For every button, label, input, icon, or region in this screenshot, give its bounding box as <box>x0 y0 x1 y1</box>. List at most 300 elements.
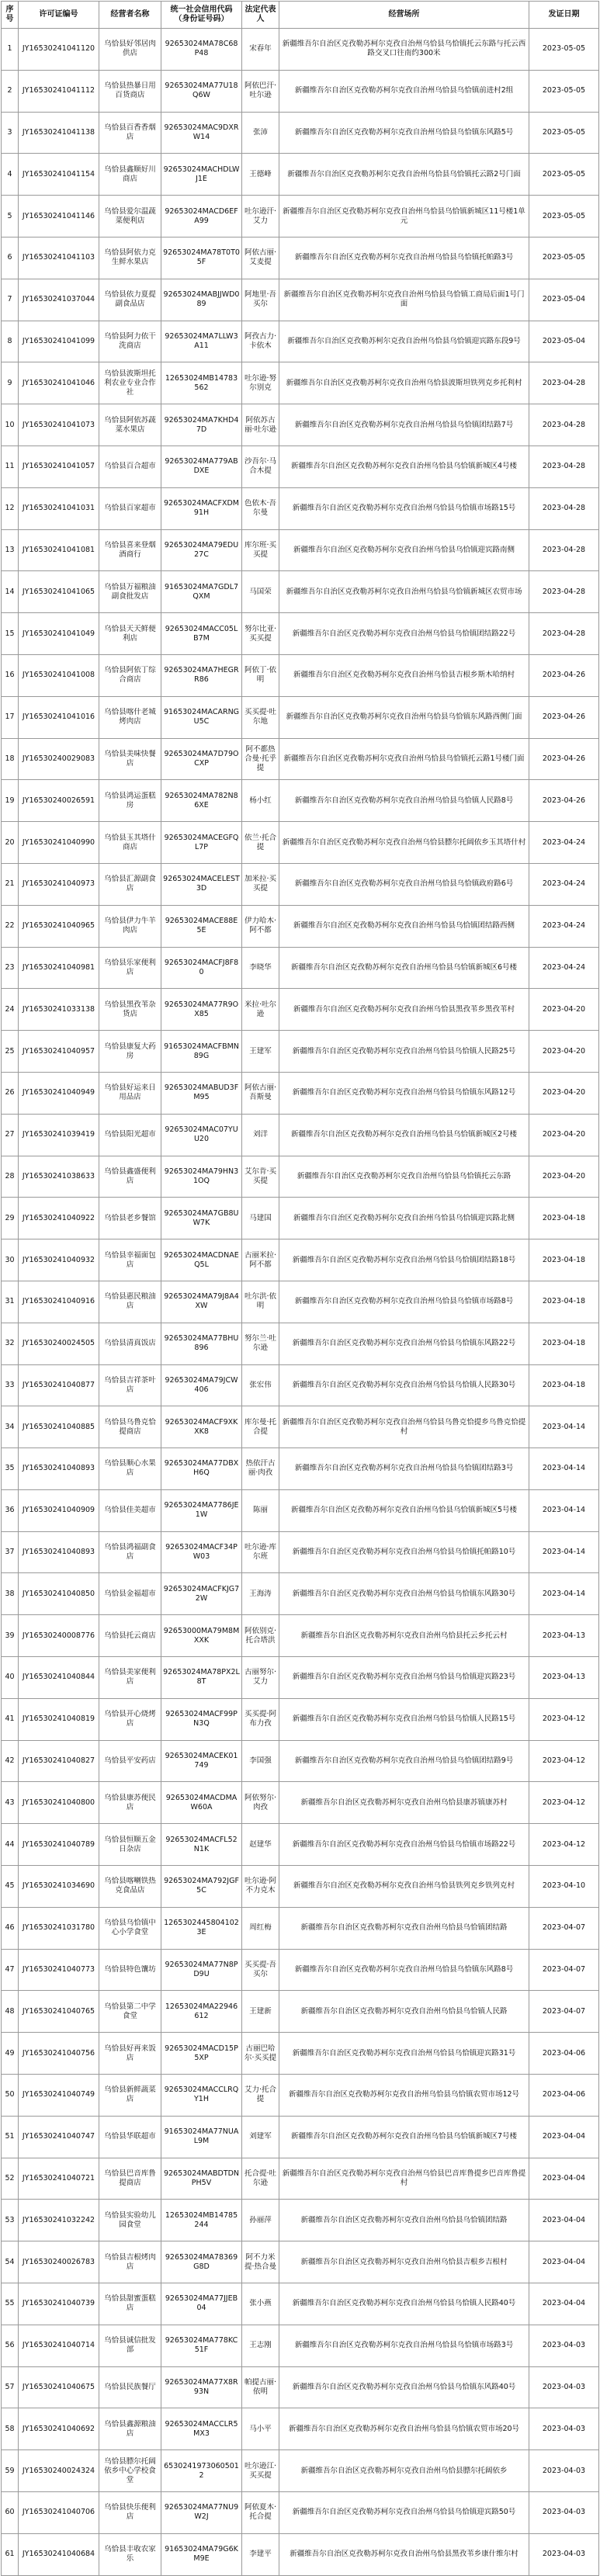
cell-issue-date-text: 2023-04-28 <box>542 462 586 471</box>
cell-business-address-text: 新疆维吾尔自治区克孜勒苏柯尔克孜自治州乌恰县乌恰镇新城区2号楼 <box>290 1130 518 1139</box>
cell-issue-date-text: 2023-04-24 <box>542 962 586 972</box>
cell-legal-representative-text: 王建新 <box>249 2006 272 2016</box>
cell-legal-representative <box>242 446 279 487</box>
cell-operator-name-text: 乌恰县丰收农家乐 <box>104 2545 156 2564</box>
cell-credit-code <box>161 1991 242 2033</box>
cell-business-address-text: 新疆维吾尔自治区克孜勒苏柯尔克孜自治州乌恰县乌恰镇新城区4号楼 <box>290 462 518 471</box>
cell-legal-representative-text: 古丽努尔·艾力 <box>244 1668 277 1687</box>
table-row <box>2 446 599 487</box>
cell-legal-representative-text: 阿依古丽·吾斯曼 <box>244 1083 277 1102</box>
cell-seq <box>2 905 19 947</box>
table-row <box>2 1782 599 1824</box>
cell-operator-name <box>99 2075 161 2117</box>
cell-credit-code-text: 92653024MA79EDU27C <box>164 540 239 559</box>
cell-business-address-text: 新疆维吾尔自治区克孜勒苏柯尔克孜自治州乌恰县乌恰镇市场路15号 <box>292 504 516 513</box>
cell-operator-name <box>99 696 161 738</box>
cell-license-number <box>19 1072 99 1114</box>
cell-seq <box>2 237 19 279</box>
table-row <box>2 196 599 237</box>
cell-legal-representative <box>242 1031 279 1073</box>
cell-legal-representative-text: 阿依丁·依明 <box>244 666 277 685</box>
cell-seq <box>2 70 19 112</box>
cell-business-address <box>279 738 529 780</box>
cell-business-address <box>279 2283 529 2325</box>
cell-business-address-text: 新疆维吾尔自治区克孜勒苏柯尔克孜自治州乌恰县乌鲁克恰提乡乌鲁克恰提村 <box>282 1417 526 1436</box>
cell-issue-date <box>529 2116 599 2158</box>
cell-credit-code <box>161 863 242 905</box>
cell-business-address <box>279 1866 529 1908</box>
cell-seq-text: 33 <box>5 1380 15 1389</box>
table-row <box>2 1489 599 1531</box>
cell-business-address <box>279 1323 529 1364</box>
table-row <box>2 780 599 822</box>
cell-operator-name-text: 乌恰县阳光超市 <box>104 1130 156 1139</box>
cell-seq-text: 39 <box>5 1631 15 1640</box>
cell-legal-representative <box>242 237 279 279</box>
cell-seq-text: 57 <box>5 2383 15 2392</box>
cell-seq <box>2 1406 19 1448</box>
cell-business-address <box>279 1031 529 1073</box>
cell-license-number-text: JY16530241033138 <box>22 1004 95 1014</box>
table-row <box>2 613 599 655</box>
cell-operator-name-text: 乌恰县好再来饭店 <box>104 2044 156 2062</box>
cell-credit-code <box>161 487 242 529</box>
cell-business-address-text: 新疆维吾尔自治区克孜勒苏柯尔克孜自治州乌恰县乌恰镇农贸市场20号 <box>288 2424 520 2433</box>
cell-license-number <box>19 1991 99 2033</box>
cell-issue-date-text: 2023-04-03 <box>542 2466 586 2475</box>
cell-credit-code-text: 92653024MA7786JE1W <box>164 1501 239 1520</box>
cell-legal-representative-text: 刘建军 <box>249 2132 272 2141</box>
cell-issue-date-text: 2023-04-28 <box>542 545 586 554</box>
cell-seq-text: 50 <box>5 2090 15 2099</box>
cell-operator-name-text: 乌恰县第二中学食堂 <box>104 2002 156 2020</box>
cell-issue-date <box>529 1364 599 1406</box>
cell-license-number-text: JY16530241041065 <box>22 587 95 596</box>
cell-legal-representative <box>242 1072 279 1114</box>
cell-credit-code <box>161 404 242 446</box>
cell-legal-representative-text: 买买提·吐尔地 <box>244 708 277 726</box>
cell-operator-name-text: 乌恰县诚信批发部 <box>104 2336 156 2355</box>
cell-license-number <box>19 654 99 696</box>
cell-license-number <box>19 2241 99 2283</box>
cell-credit-code <box>161 1740 242 1782</box>
cell-license-number-text: JY16530241040990 <box>22 837 95 847</box>
cell-issue-date <box>529 654 599 696</box>
cell-business-address-text: 新疆维吾尔自治区克孜勒苏柯尔克孜自治州乌恰县乌恰镇团结路22号 <box>292 629 516 638</box>
cell-operator-name-text: 乌恰县膘尔托阔依乡中心学校食堂 <box>104 2456 156 2484</box>
cell-business-address <box>279 2408 529 2450</box>
cell-seq-text: 44 <box>5 1839 15 1849</box>
cell-legal-representative-text: 吐尔逊·阿不力克木 <box>244 1877 277 1895</box>
cell-credit-code <box>161 696 242 738</box>
cell-seq <box>2 1698 19 1740</box>
cell-credit-code <box>161 1657 242 1699</box>
cell-seq <box>2 2200 19 2241</box>
cell-legal-representative-text: 阿依夏木·托合提 <box>244 2503 277 2522</box>
cell-legal-representative-text: 赵建华 <box>249 1839 272 1849</box>
cell-operator-name-text: 乌恰县汇源副食店 <box>104 875 156 893</box>
cell-operator-name-text: 乌恰县鑫盛便利店 <box>104 1167 156 1185</box>
cell-issue-date <box>529 196 599 237</box>
cell-legal-representative-text: 色依木·吾尔曼 <box>244 499 277 518</box>
cell-license-number-text: JY16530241040789 <box>22 1839 95 1849</box>
cell-issue-date <box>529 1907 599 1949</box>
cell-license-number <box>19 822 99 864</box>
cell-credit-code-text: 92653024MABDTDNPH5V <box>163 2169 240 2188</box>
cell-legal-representative-text: 李国强 <box>249 1756 272 1766</box>
cell-business-address <box>279 1740 529 1782</box>
cell-operator-name <box>99 1615 161 1657</box>
cell-issue-date-text: 2023-05-04 <box>542 295 586 304</box>
table-row <box>2 112 599 154</box>
cell-business-address <box>279 2450 529 2492</box>
cell-license-number <box>19 2492 99 2534</box>
cell-business-address <box>279 70 529 112</box>
cell-credit-code <box>161 822 242 864</box>
cell-seq <box>2 196 19 237</box>
table-body <box>2 29 599 2576</box>
cell-license-number <box>19 2200 99 2241</box>
cell-license-number <box>19 1114 99 1156</box>
cell-license-number <box>19 571 99 613</box>
cell-issue-date-text: 2023-04-14 <box>542 1464 586 1473</box>
cell-legal-representative-text: 加米拉·买买提 <box>244 875 277 893</box>
cell-issue-date-text: 2023-05-04 <box>542 336 586 345</box>
cell-issue-date <box>529 1657 599 1699</box>
cell-seq-text: 8 <box>7 336 12 345</box>
cell-credit-code <box>161 989 242 1031</box>
cell-issue-date-text: 2023-04-18 <box>542 1255 586 1264</box>
cell-issue-date <box>529 2158 599 2200</box>
cell-legal-representative <box>242 70 279 112</box>
cell-legal-representative-text: 帕提古丽·依明 <box>244 2378 277 2397</box>
cell-business-address <box>279 154 529 196</box>
cell-seq <box>2 2533 19 2575</box>
cell-operator-name <box>99 738 161 780</box>
cell-business-address-text: 新疆维吾尔自治区克孜勒苏柯尔克孜自治州乌恰县巴音库鲁提乡巴音库鲁提村 <box>282 2169 526 2188</box>
cell-operator-name <box>99 1198 161 1239</box>
cell-business-address <box>279 1156 529 1198</box>
cell-business-address-text: 新疆维吾尔自治区克孜勒苏柯尔克孜自治州乌恰县乌恰镇迎宾路50号 <box>292 2508 516 2517</box>
cell-issue-date-text: 2023-04-13 <box>542 1673 586 1682</box>
cell-seq <box>2 1907 19 1949</box>
cell-license-number <box>19 446 99 487</box>
cell-issue-date-text: 2023-04-28 <box>542 378 586 387</box>
cell-credit-code-text: 92653024MACCLR5MX3 <box>165 2419 238 2438</box>
cell-business-address-text: 新疆维吾尔自治区克孜勒苏柯尔克孜自治州乌恰县乌恰镇团结路9号 <box>294 1756 514 1766</box>
cell-seq <box>2 1949 19 1991</box>
cell-operator-name <box>99 2533 161 2575</box>
cell-credit-code <box>161 1615 242 1657</box>
cell-seq <box>2 738 19 780</box>
table-row <box>2 1239 599 1281</box>
cell-credit-code <box>161 1072 242 1114</box>
cell-license-number <box>19 989 99 1031</box>
cell-operator-name-text: 乌恰县康苏便民店 <box>104 1793 156 1812</box>
cell-credit-code <box>161 1698 242 1740</box>
cell-seq-text: 13 <box>5 545 15 554</box>
cell-issue-date <box>529 237 599 279</box>
table-row <box>2 237 599 279</box>
cell-operator-name-text: 乌恰县吉根烤肉店 <box>104 2252 156 2271</box>
cell-operator-name <box>99 1406 161 1448</box>
cell-business-address-text: 新疆维吾尔自治区克孜勒苏柯尔克孜自治州乌恰县乌恰镇东风路西侧门面 <box>286 712 522 722</box>
cell-credit-code <box>161 2116 242 2158</box>
cell-business-address <box>279 1364 529 1406</box>
cell-operator-name <box>99 196 161 237</box>
cell-operator-name <box>99 1156 161 1198</box>
cell-issue-date <box>529 2366 599 2408</box>
table-row <box>2 2200 599 2241</box>
cell-operator-name-text: 乌恰县顺心水果店 <box>104 1459 156 1478</box>
cell-business-address-text: 新疆维吾尔自治区克孜勒苏柯尔克孜自治州乌恰县黑孜苇乡康什维尔村 <box>290 2550 518 2559</box>
cell-business-address-text: 新疆维吾尔自治区克孜勒苏柯尔克孜自治州乌恰县乌恰镇人民路30号 <box>292 1380 516 1389</box>
cell-seq-text: 58 <box>5 2424 15 2433</box>
cell-issue-date-text: 2023-04-07 <box>542 1923 586 1933</box>
cell-credit-code <box>161 362 242 404</box>
cell-business-address <box>279 1448 529 1490</box>
cell-seq-text: 5 <box>7 211 12 220</box>
cell-license-number <box>19 2408 99 2450</box>
cell-issue-date <box>529 1031 599 1073</box>
cell-legal-representative <box>242 321 279 362</box>
cell-credit-code <box>161 446 242 487</box>
cell-operator-name <box>99 2492 161 2534</box>
table-header-row <box>2 2 599 29</box>
cell-business-address <box>279 2241 529 2283</box>
table-row <box>2 1323 599 1364</box>
cell-issue-date <box>529 696 599 738</box>
cell-credit-code-text: 92653024MACFJ8F80 <box>164 958 239 976</box>
cell-issue-date-text: 2023-04-14 <box>542 1548 586 1557</box>
cell-operator-name-text: 乌恰县阿依力克生鲜水果店 <box>104 248 156 267</box>
cell-seq-text: 3 <box>7 127 12 137</box>
cell-legal-representative <box>242 989 279 1031</box>
cell-legal-representative-text: 吐尔逊汗·艾力 <box>244 206 277 225</box>
cell-operator-name <box>99 529 161 571</box>
cell-credit-code <box>161 529 242 571</box>
cell-operator-name-text: 乌恰县鑫源粮油店 <box>104 2419 156 2438</box>
cell-legal-representative-text: 孙丽萍 <box>249 2215 272 2224</box>
cell-credit-code-text: 91653024MA79G6KM9E <box>165 2545 238 2564</box>
cell-credit-code <box>161 1406 242 1448</box>
cell-credit-code <box>161 1031 242 1073</box>
cell-operator-name <box>99 2033 161 2075</box>
cell-license-number-text: JY16530241040916 <box>22 1297 95 1306</box>
cell-legal-representative-text: 吐尔逊江·买买提 <box>244 2461 277 2480</box>
cell-business-address-text: 新疆维吾尔自治区克孜勒苏柯尔克孜自治州乌恰县乌恰镇人民路8号 <box>294 796 514 805</box>
table-row <box>2 2158 599 2200</box>
cell-business-address <box>279 404 529 446</box>
cell-seq <box>2 1991 19 2033</box>
cell-license-number-text: JY16530241040949 <box>22 1088 95 1097</box>
cell-business-address <box>279 2492 529 2534</box>
cell-credit-code-text: 92653024MA77BHU896 <box>164 1334 239 1353</box>
cell-credit-code-text: 92653024MACD6EFA99 <box>165 206 238 225</box>
table-row <box>2 1156 599 1198</box>
cell-operator-name-text: 乌恰县百家超市 <box>104 504 156 513</box>
cell-credit-code-text: 92653024MACHDLWJ1E <box>163 165 240 183</box>
cell-seq <box>2 2450 19 2492</box>
cell-license-number <box>19 2450 99 2492</box>
cell-legal-representative <box>242 2408 279 2450</box>
cell-legal-representative <box>242 1281 279 1323</box>
cell-legal-representative-text: 艾力·托合提 <box>244 2085 277 2104</box>
cell-legal-representative <box>242 947 279 989</box>
cell-seq <box>2 947 19 989</box>
cell-business-address-text: 新疆维吾尔自治区克孜勒苏柯尔克孜自治州乌恰县吉根乡斯木哈纳村 <box>293 671 515 680</box>
cell-operator-name-text: 乌恰县阿力依干洗商店 <box>104 331 156 350</box>
cell-credit-code-text: 92653024MACEGFQL7P <box>164 833 239 851</box>
cell-license-number-text: JY16530241041154 <box>22 169 95 179</box>
cell-business-address <box>279 321 529 362</box>
table-row <box>2 1406 599 1448</box>
cell-legal-representative <box>242 1323 279 1364</box>
cell-license-number-text: JY16530241041073 <box>22 420 95 429</box>
cell-license-number-text: JY16530240026783 <box>22 2257 95 2266</box>
cell-issue-date <box>529 2283 599 2325</box>
cell-license-number-text: JY16530241041081 <box>22 545 95 554</box>
cell-issue-date-text: 2023-04-28 <box>542 504 586 513</box>
cell-business-address-text: 新疆维吾尔自治区克孜勒苏柯尔克孜自治州乌恰县乌恰镇市场路3号 <box>294 2341 514 2350</box>
cell-legal-representative <box>242 780 279 822</box>
cell-operator-name <box>99 822 161 864</box>
cell-issue-date-text: 2023-04-06 <box>542 2090 586 2099</box>
cell-business-address <box>279 1239 529 1281</box>
cell-license-number-text: JY16530241040827 <box>22 1756 95 1766</box>
table-row <box>2 487 599 529</box>
cell-operator-name-text: 乌恰县民族餐厅 <box>104 2383 156 2392</box>
table-row <box>2 1657 599 1699</box>
cell-legal-representative-text: 阿不都热合曼·托乎提 <box>244 744 277 772</box>
cell-license-number <box>19 362 99 404</box>
cell-business-address-text: 新疆维吾尔自治区克孜勒苏柯尔克孜自治州乌恰县乌恰镇托云路1号楼门面 <box>283 754 525 763</box>
cell-credit-code-text: 92653024MA77N8PD9U <box>165 1961 238 1979</box>
cell-business-address-text: 新疆维吾尔自治区克孜勒苏柯尔克孜自治州乌恰县乌恰镇东风路22号 <box>292 1339 516 1348</box>
cell-license-number <box>19 2116 99 2158</box>
cell-operator-name <box>99 1448 161 1490</box>
cell-license-number <box>19 1782 99 1824</box>
cell-seq <box>2 822 19 864</box>
cell-legal-representative <box>242 1991 279 2033</box>
cell-business-address-text: 新疆维吾尔自治区克孜勒苏柯尔克孜自治州乌恰县乌恰镇团结路西侧 <box>293 921 515 931</box>
cell-seq <box>2 1198 19 1239</box>
table-row <box>2 2033 599 2075</box>
cell-seq-text: 17 <box>5 712 15 722</box>
cell-operator-name-text: 乌恰县老乡餐馆 <box>104 1213 156 1222</box>
cell-operator-name <box>99 112 161 154</box>
cell-license-number-text: JY16530241040714 <box>22 2341 95 2350</box>
cell-legal-representative <box>242 154 279 196</box>
cell-issue-date-text: 2023-04-03 <box>542 2341 586 2350</box>
cell-issue-date-text: 2023-04-12 <box>542 1756 586 1766</box>
table-row <box>2 29 599 71</box>
cell-license-number <box>19 2533 99 2575</box>
cell-business-address <box>279 1114 529 1156</box>
cell-operator-name-text: 乌恰县热暴日用百货商店 <box>104 81 156 100</box>
cell-license-number-text: JY16530240024324 <box>22 2466 95 2475</box>
cell-credit-code-text: 91653024MACARNGU5C <box>163 708 240 726</box>
license-table <box>1 1 599 2576</box>
cell-credit-code-text: 92653024MA77R9OX85 <box>164 1000 239 1018</box>
cell-issue-date <box>529 487 599 529</box>
cell-issue-date <box>529 404 599 446</box>
cell-seq-text: 34 <box>5 1422 15 1431</box>
table-row <box>2 2366 599 2408</box>
cell-credit-code <box>161 1323 242 1364</box>
cell-license-number-text: JY16530241034690 <box>22 1881 95 1891</box>
cell-license-number-text: JY16530241040965 <box>22 921 95 931</box>
cell-legal-representative <box>242 863 279 905</box>
cell-issue-date <box>529 70 599 112</box>
cell-license-number <box>19 487 99 529</box>
cell-seq-text: 59 <box>5 2466 15 2475</box>
cell-credit-code <box>161 1114 242 1156</box>
cell-license-number-text: JY16530241040675 <box>22 2383 95 2392</box>
cell-credit-code <box>161 780 242 822</box>
cell-issue-date-text: 2023-04-12 <box>542 1714 586 1724</box>
cell-license-number <box>19 2158 99 2200</box>
cell-credit-code-text: 92653024MA79JCW406 <box>165 1375 238 1394</box>
cell-license-number-text: JY16530241041031 <box>22 504 95 513</box>
cell-business-address <box>279 1949 529 1991</box>
cell-legal-representative <box>242 613 279 655</box>
table-row <box>2 654 599 696</box>
cell-legal-representative-text: 阿依巴汗·吐尔逊 <box>244 81 277 100</box>
cell-business-address-text: 新疆维吾尔自治区克孜勒苏柯尔克孜自治州乌恰县膘尔托阔依乡玉其塔什村 <box>282 837 526 847</box>
table-row <box>2 154 599 196</box>
cell-legal-representative-text: 阿依努尔·肉孜 <box>244 1793 277 1812</box>
cell-business-address-text: 新疆维吾尔自治区克孜勒苏柯尔克孜自治州乌恰县乌恰镇市场路22号 <box>292 1839 516 1849</box>
table-row <box>2 2408 599 2450</box>
cell-license-number <box>19 529 99 571</box>
cell-operator-name <box>99 279 161 321</box>
cell-seq <box>2 112 19 154</box>
cell-business-address-text: 新疆维吾尔自治区克孜勒苏柯尔克孜自治州乌恰县乌恰镇工商局后面1号门面 <box>283 290 525 309</box>
cell-legal-representative <box>242 2450 279 2492</box>
cell-operator-name <box>99 1281 161 1323</box>
cell-license-number <box>19 1198 99 1239</box>
cell-legal-representative-text: 库尔曼·托合提 <box>244 1417 277 1436</box>
cell-seq-text: 6 <box>7 253 12 262</box>
cell-credit-code-text: 92653024MABJJWD089 <box>163 290 240 309</box>
cell-legal-representative-text: 库尔班·买买提 <box>244 540 277 559</box>
table-row <box>2 1949 599 1991</box>
cell-seq-text: 38 <box>5 1589 15 1598</box>
cell-business-address <box>279 780 529 822</box>
table-row <box>2 2325 599 2366</box>
cell-seq-text: 54 <box>5 2257 15 2266</box>
cell-credit-code-text: 92653024MA778KC51F <box>165 2336 238 2355</box>
cell-seq-text: 52 <box>5 2174 15 2183</box>
cell-legal-representative-text: 马小平 <box>249 2424 272 2433</box>
cell-license-number <box>19 780 99 822</box>
cell-license-number <box>19 738 99 780</box>
cell-legal-representative <box>242 2200 279 2241</box>
cell-issue-date-text: 2023-04-12 <box>542 1798 586 1807</box>
cell-seq <box>2 279 19 321</box>
cell-seq <box>2 1615 19 1657</box>
cell-business-address-text: 新疆维吾尔自治区克孜勒苏柯尔克孜自治州乌恰县康苏镇康苏村 <box>300 1798 508 1807</box>
cell-issue-date <box>529 947 599 989</box>
cell-legal-representative-text: 王建军 <box>249 1046 272 1056</box>
cell-business-address-text: 新疆维吾尔自治区克孜勒苏柯尔克孜自治州乌恰县乌恰镇托帕路10号 <box>292 1548 516 1557</box>
cell-operator-name <box>99 2325 161 2366</box>
cell-business-address-text: 新疆维吾尔自治区克孜勒苏柯尔克孜自治州乌恰县波斯坦铁列克乡托利村 <box>286 378 522 387</box>
cell-seq-text: 19 <box>5 796 15 805</box>
cell-seq <box>2 404 19 446</box>
cell-operator-name-text: 乌恰县伊力牛羊肉店 <box>104 917 156 935</box>
